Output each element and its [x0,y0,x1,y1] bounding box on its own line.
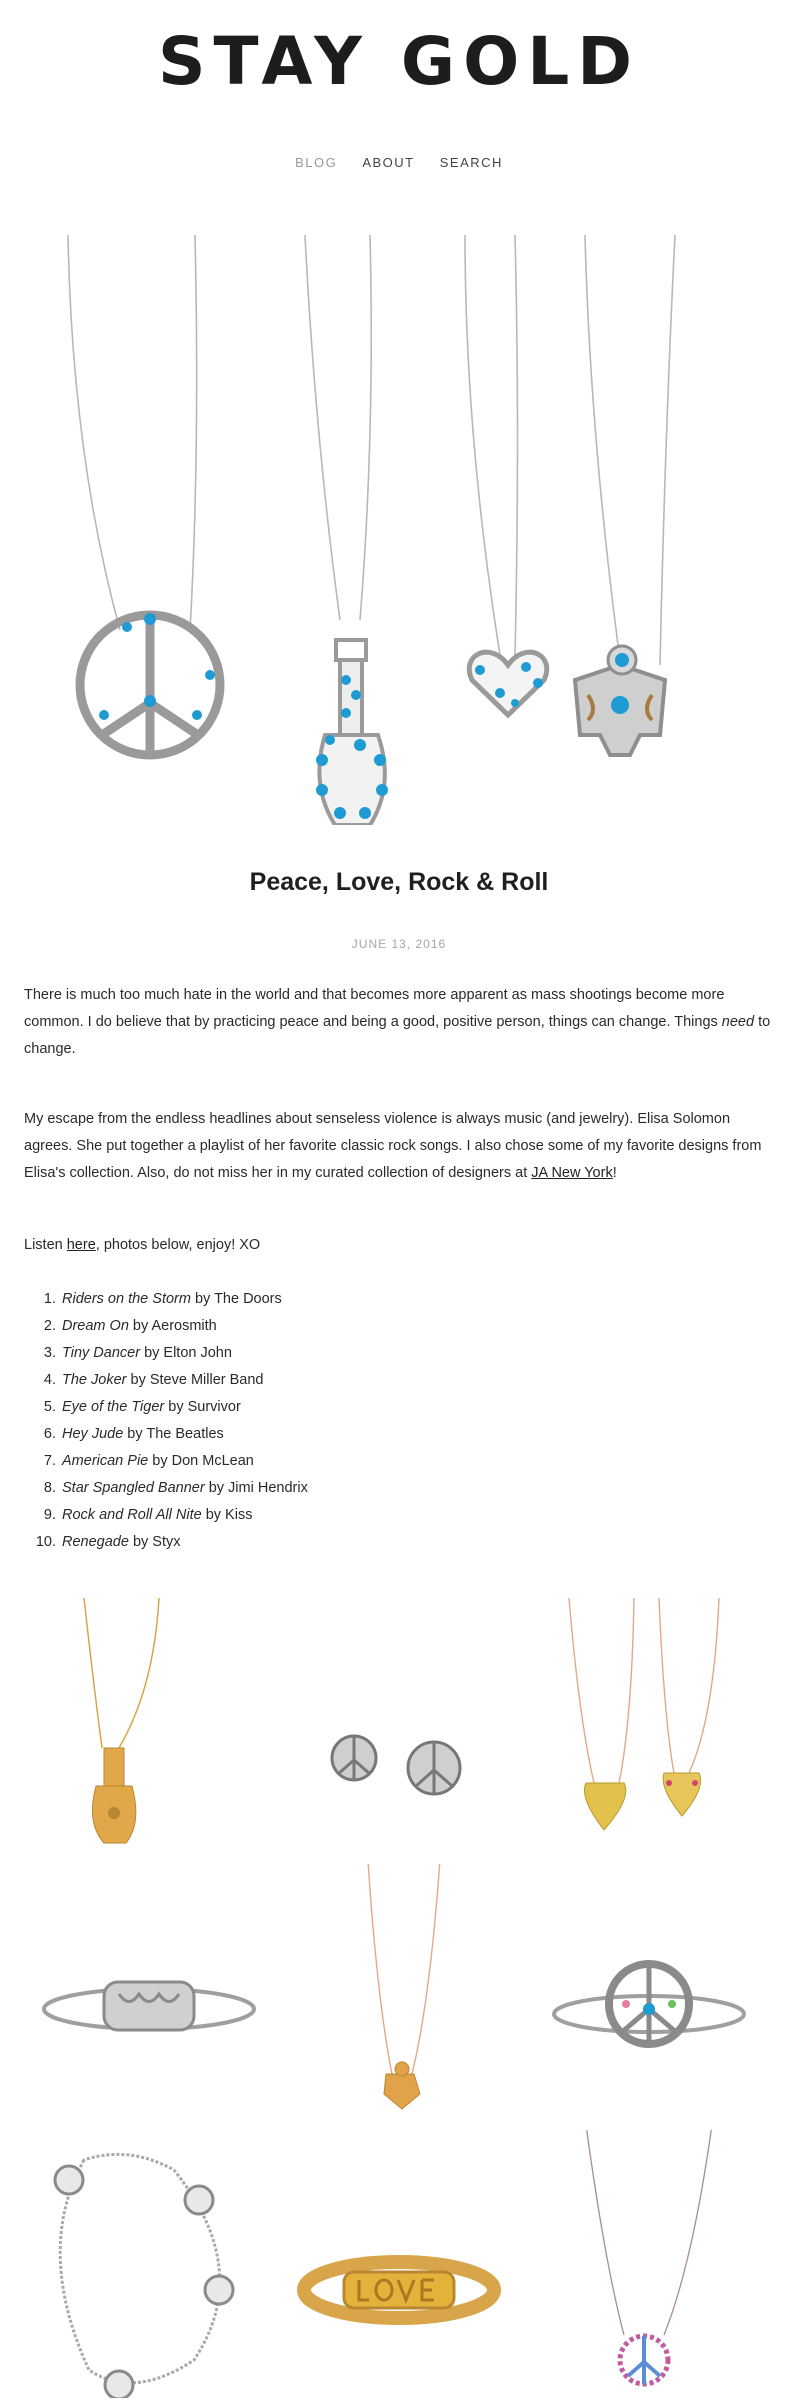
playlist-item: 4. The Joker by Steve Miller Band [43,1372,264,1388]
emphasis-text: need [721,1014,755,1030]
listen-here-link[interactable]: here [66,1237,96,1253]
peace-charm-bracelet-image[interactable] [24,2130,274,2398]
rainbow-peace-necklace-image[interactable] [524,2130,774,2398]
post-paragraph-3: Listen here, photos below, enjoy! XO [24,1237,261,1253]
peace-ring-image[interactable] [524,1864,774,2132]
playlist-item: 6. Hey Jude by The Beatles [43,1426,224,1442]
ja-new-york-link[interactable]: JA New York [531,1165,613,1181]
gold-love-ring-image[interactable] [274,2130,524,2398]
gold-guitar-pick-necklaces-image[interactable] [524,1598,774,1866]
playlist [24,1286,724,1556]
site-title[interactable]: STAY GOLD [157,23,641,100]
post-paragraph-1: There is much too much hate in the world and that becomes more apparent as mass shootings become more common. I do believe that by practicing peace and being a good, positive person, things can change. Things need to change. [24,987,771,1057]
nav-blog-link[interactable]: BLOG [295,155,338,170]
playlist-item: 2. Dream On by Aerosmith [43,1318,217,1334]
post-title[interactable]: Peace, Love, Rock & Roll [249,868,549,896]
post-date: JUNE 13, 2016 [351,937,447,951]
playlist-item: 9. Rock and Roll All Nite by Kiss [43,1507,253,1523]
peace-pendant [80,615,220,755]
post-paragraph-2: My escape from the endless headlines about senseless violence is always music (and jewelry). Elisa Solomon agrees. She put together a playlist of her favorite classic rock songs. I also chose some of my favorite designs from Elisa's collection. Also, do not miss her in my curated collection of designers at JA New York! [24,1111,762,1181]
heart-pendant [469,652,547,715]
guitar-pendant [316,640,388,825]
gold-guitar-necklace-image[interactable] [24,1598,274,1866]
peace-stud-earrings-image[interactable] [274,1598,524,1866]
nav-search-link[interactable]: SEARCH [439,155,503,170]
main-nav [0,155,798,170]
playlist-item: 7. American Pie by Don McLean [43,1453,254,1469]
playlist-item: 8. Star Spangled Banner by Jimi Hendrix [43,1480,308,1496]
hero-image [60,235,740,825]
gold-thunderbird-necklace-image[interactable] [274,1864,524,2132]
playlist-item: 10. Renegade by Styx [35,1534,181,1550]
jewelry-photo-grid [24,1598,774,2398]
playlist-item: 1. Riders on the Storm by The Doors [43,1291,282,1307]
love-ring-image[interactable] [24,1864,274,2132]
eagle-pendant [575,646,665,755]
playlist-item: 5. Eye of the Tiger by Survivor [43,1399,241,1415]
nav-about-link[interactable]: ABOUT [362,155,415,170]
playlist-item: 3. Tiny Dancer by Elton John [43,1345,232,1361]
